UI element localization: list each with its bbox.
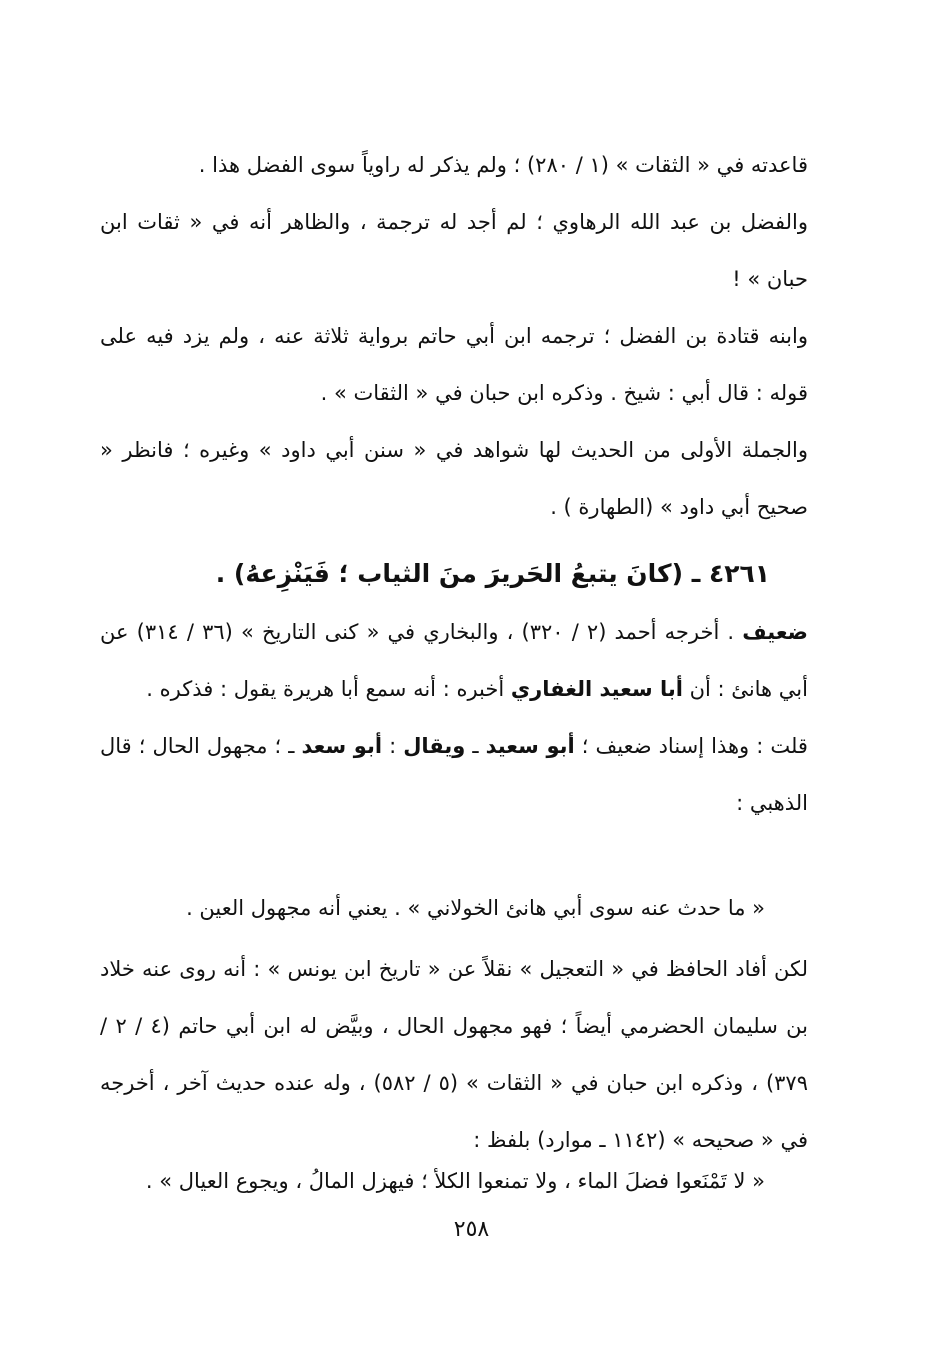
comment-text-4: ـ ؛ مجهول الحال ؛ قال الذهبي : bbox=[100, 734, 808, 815]
comment-text-3: : bbox=[382, 734, 404, 758]
paragraph-shawahid: والجملة الأولى من الحديث لها شواهد في « سنن أبي داود » وغيره ؛ فانظر « صحيح أبي داود » (الطهارة ) . bbox=[100, 438, 808, 519]
grade-label: ضعيف bbox=[742, 620, 808, 644]
comment-text-2: ـ bbox=[465, 734, 486, 758]
paragraph-fadl-ruhawi: والفضل بن عبد الله الرهاوي ؛ لم أجد له ترجمة ، والظاهر أنه في « ثقات ابن حبان » ! bbox=[100, 210, 808, 291]
quote-dhahabi: « ما حدث عنه سوى أبي هانئ الخولاني » . يعني أنه مجهول العين . bbox=[186, 896, 765, 920]
narrator-name-1: أبو سعيد bbox=[485, 734, 575, 758]
paragraph-qatada: وابنه قتادة بن الفضل ؛ ترجمه ابن أبي حاتم برواية ثلاثة عنه ، ولم يزد فيه على قوله : قال أبي : شيخ . وذكره ابن حبان في « الثقات » . bbox=[100, 324, 808, 405]
takhrij-text-1: . أخرجه أحمد (٢ / ٣٢٠) ، والبخاري في « كنى التاريخ » (٣٦ / ٣١٤) عن أبي هانئ : أن bbox=[100, 620, 808, 701]
quote-hadith: « لا تَمْنَعوا فضلَ الماء ، ولا تمنعوا الكلأ ؛ فيهزل المالُ ، ويجوع العيال » . bbox=[145, 1169, 765, 1193]
variant-label: ويقال bbox=[403, 734, 466, 758]
comment-text-1: قلت : وهذا إسناد ضعيف ؛ bbox=[574, 734, 808, 758]
narrator-name: أبا سعيد الغفاري bbox=[510, 677, 683, 701]
page-number: ٢٥٨ bbox=[453, 1217, 490, 1242]
takhrij-text-2: أخبره : أنه سمع أبا هريرة يقول : فذكره . bbox=[146, 677, 511, 701]
narrator-name-2: أبو سعد bbox=[301, 734, 383, 758]
middle-paragraphs bbox=[100, 604, 808, 832]
paragraph-thiqat-rule: قاعدته في « الثقات » (١ / ٢٨٠) ؛ ولم يذكر له راوياً سوى الفضل هذا . bbox=[198, 153, 808, 177]
hadith-heading: ٤٢٦١ ـ (كانَ يتبعُ الحَريرَ منَ الثياب ؛ فَيَنْزِعهُ) . bbox=[215, 559, 770, 588]
paragraph-comment bbox=[100, 718, 808, 832]
paragraph-takhrij bbox=[100, 604, 808, 718]
paragraph-hafiz: لكن أفاد الحافظ في « التعجيل » نقلاً عن « تاريخ ابن يونس » : أنه روى عنه خلاد بن سليمان الحضرمي أيضاً ؛ فهو مجهول الحال ، وبيَّض له ابن أبي حاتم (٤ / ٢ / ٣٧٩) ، وذكره ابن حبان في « الثقات » (٥ / ٥٨٢) ، وله عنده حديث آخر ، أخرجه في « صحيحه » (١١٤٢ ـ موارد) بلفظ : bbox=[100, 957, 808, 1152]
top-paragraphs bbox=[100, 137, 808, 536]
